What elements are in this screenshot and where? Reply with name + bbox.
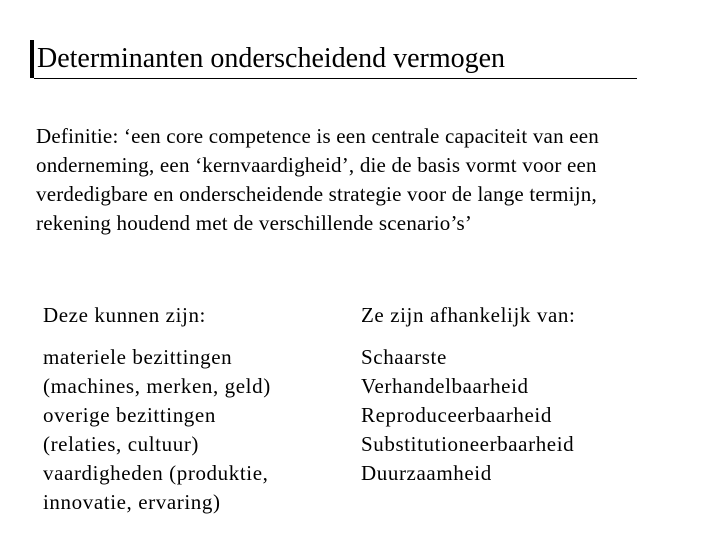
list-item: Verhandelbaarheid (361, 374, 529, 398)
left-column-list (43, 343, 271, 517)
title-accent-bar (30, 40, 34, 78)
list-item: overige bezittingen (43, 403, 216, 427)
list-item: Schaarste (361, 345, 447, 369)
list-item: Substitutioneerbaarheid (361, 432, 575, 456)
list-item: materiele bezittingen (43, 345, 233, 369)
slide-title: Determinanten onderscheidend vermogen (37, 43, 506, 74)
list-item: Reproduceerbaarheid (361, 403, 552, 427)
list-item: vaardigheden (produktie, (43, 461, 269, 485)
definition-text: Definitie: ‘een core competence is een centrale capaciteit van een onderneming, een ‘kernvaardigheid’, die de basis vormt voor een verdedigbare en onderscheidende strategie voor de lange termijn, rekening houdend met de verschillende scenario’s’ (36, 124, 599, 235)
right-column-heading: Ze zijn afhankelijk van: (361, 303, 576, 327)
title-underline (34, 78, 637, 79)
list-item: (relaties, cultuur) (43, 432, 200, 456)
list-item: Duurzaamheid (361, 461, 492, 485)
left-column-heading: Deze kunnen zijn: (43, 303, 206, 327)
list-item: (machines, merken, geld) (43, 374, 271, 398)
list-item: innovatie, ervaring) (43, 490, 221, 514)
right-column-list (361, 343, 574, 488)
